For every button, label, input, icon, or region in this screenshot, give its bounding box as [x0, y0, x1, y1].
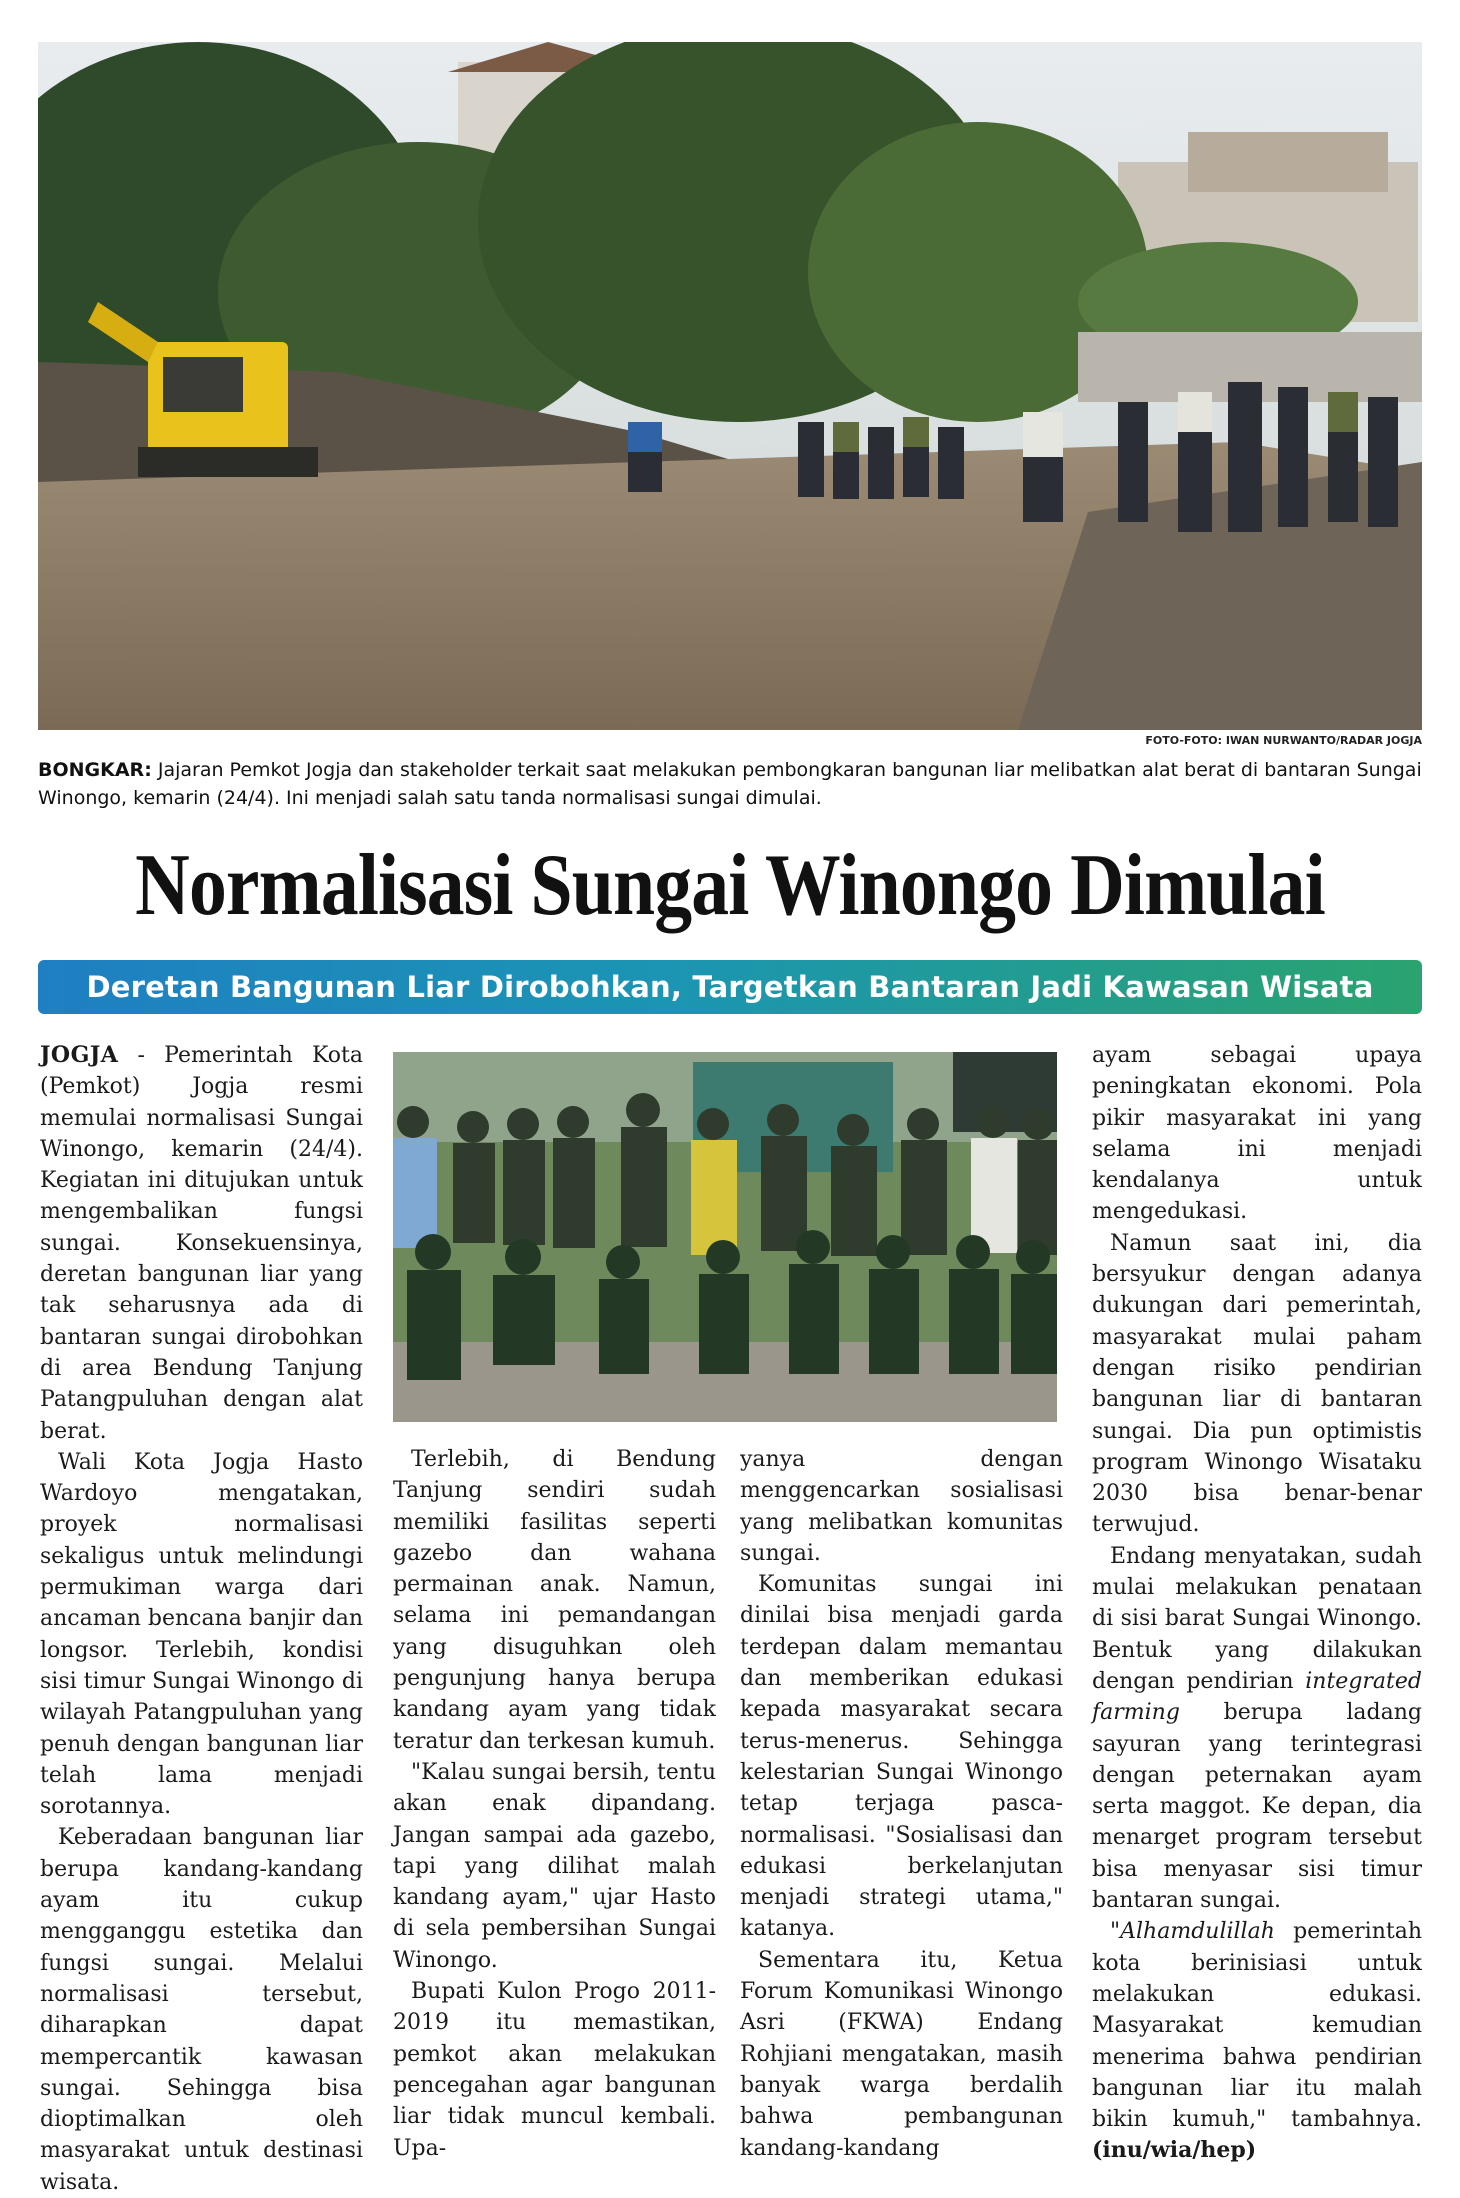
photo-credit: FOTO-FOTO: IWAN NURWANTO/RADAR JOGJA	[1145, 734, 1422, 747]
article-column-1	[40, 1040, 363, 2198]
paragraph: Sementara itu, Ketua Forum Komunikasi Winongo Asri (FKWA) Endang Rohjiani mengatakan, masih banyak warga berdalih bahwa pembangunan kandang-kandang	[740, 1947, 1063, 2161]
paragraph	[40, 1040, 363, 1447]
paragraph: Keberadaan bangunan liar berupa kandang-kandang ayam itu cukup mengganggu estetika dan fungsi sungai. Melalui normalisasi tersebut, diharapkan dapat mempercantik kawasan sungai. Sehingga bisa dioptimalkan oleh masyarakat untuk destinasi wisata.	[40, 1825, 363, 2195]
paragraph-text: - Pemerintah Kota (Pemkot) Jogja resmi memulai normalisasi Sungai Winongo, kemarin (24/4). Kegiatan ini ditujukan untuk mengembalikan fungsi sungai. Konsekuensinya, deretan bangunan liar yang tak seharusnya ada di bantaran sungai dirobohkan di area Bendung Tanjung Patangpuluhan dengan alat berat.	[40, 1043, 363, 1444]
headline: Normalisasi Sungai Winongo Dimulai	[135, 837, 1325, 934]
paragraph	[1092, 1541, 1422, 1917]
paragraph	[1092, 1916, 1422, 2166]
paragraph: Komunitas sungai ini dinilai bisa menjadi garda terdepan dalam memantau dan memberikan edukasi kepada masyarakat secara terus-menerus. Sehingga kelestarian Sungai Winongo tetap terjaga pasca-normalisasi. "Sosialisasi dan edukasi berkelanjutan menjadi strategi utama," katanya.	[740, 1572, 1063, 1942]
paragraph: ayam sebagai upaya peningkatan ekonomi. Pola pikir masyarakat ini yang selama ini menjadi kendalanya untuk mengedukasi.	[1092, 1043, 1422, 1225]
dateline: JOGJA	[40, 1042, 119, 1068]
article-column-4	[1092, 1040, 1422, 2167]
paragraph: yanya dengan menggencarkan sosialisasi yang melibatkan komunitas sungai.	[740, 1447, 1063, 1566]
deck-text: Deretan Bangunan Liar Dirobohkan, Targetkan Bantaran Jadi Kawasan Wisata	[86, 970, 1374, 1004]
signoff: (inu/wia/hep)	[1092, 2137, 1257, 2164]
paragraph: Bupati Kulon Progo 2011-2019 itu memastikan, pemkot akan melakukan pencegahan agar bangunan liar tidak muncul kembali. Upa-	[393, 1979, 716, 2161]
deck-banner	[38, 960, 1422, 1014]
caption-text: Jajaran Pemkot Jogja dan stakeholder terkait saat melakukan pembongkaran bangunan liar melibatkan alat berat di bantaran Sungai Winongo, kemarin (24/4). Ini menjadi salah satu tanda normalisasi sungai dimulai.	[38, 759, 1422, 809]
paragraph: Namun saat ini, dia bersyukur dengan adanya dukungan dari pemerintah, masyarakat mulai paham dengan risiko pendirian bangunan liar di bantaran sungai. Dia pun optimistis program Winongo Wisataku 2030 bisa benar-benar terwujud.	[1092, 1230, 1422, 1538]
river-photo-illustration	[38, 42, 1422, 730]
italic-term: "Alhamdulillah	[1110, 1919, 1275, 1945]
group-photo	[393, 1052, 1057, 1422]
paragraph: Wali Kota Jogja Hasto Wardoyo mengatakan, proyek normalisasi sekaligus untuk melindungi permukiman warga dari ancaman bencana banjir dan longsor. Terlebih, kondisi sisi timur Sungai Winongo di wilayah Patangpuluhan yang penuh dengan bangunan liar telah lama menjadi sorotannya.	[40, 1449, 363, 1820]
photo-caption	[38, 756, 1422, 812]
article-column-3	[740, 1444, 1063, 2164]
paragraph-text: berupa ladang sayuran yang terintegrasi dengan peternakan ayam serta maggot. Ke depan, dia menarget program tersebut bisa menyasar sisi timur bantaran sungai.	[1092, 1700, 1422, 1914]
group-photo-illustration	[393, 1052, 1057, 1422]
paragraph-text: pemerintah kota berinisiasi untuk melakukan edukasi. Masyarakat kemudian menerima bahwa pendirian bangunan liar itu malah bikin kumuh," tambahnya.	[1092, 1919, 1422, 2133]
italic-term: integrated farming	[1092, 1668, 1422, 1726]
paragraph: Terlebih, di Bendung Tanjung sendiri sudah memiliki fasilitas seperti gazebo dan wahana permainan anak. Namun, selama ini pemandangan yang disuguhkan oleh pengunjung hanya berupa kandang ayam yang tidak teratur dan terkesan kumuh.	[393, 1447, 716, 1754]
article-column-2	[393, 1444, 716, 2164]
river-demolition-photo	[38, 42, 1422, 730]
paragraph: "Kalau sungai bersih, tentu akan enak dipandang. Jangan sampai ada gazebo, tapi yang dilihat malah kandang ayam," ujar Hasto di sela pembersihan Sungai Winongo.	[393, 1759, 716, 1973]
paragraph-text: Endang menyatakan, sudah mulai melakukan penataan di sisi barat Sungai Winongo. Bentuk yang dilakukan dengan pendirian	[1092, 1543, 1422, 1694]
caption-label: BONGKAR:	[38, 759, 152, 781]
